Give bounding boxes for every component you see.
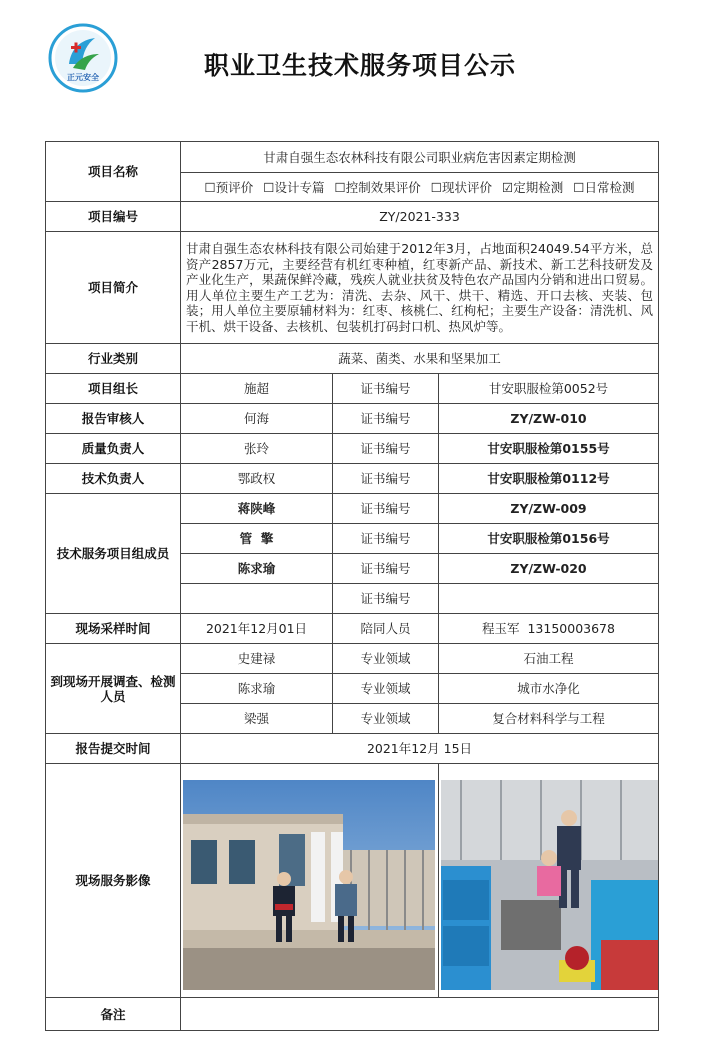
- staff-cert: 甘安职服检第0155号: [439, 434, 659, 464]
- staff-role-label: 报告审核人: [46, 404, 181, 434]
- team-member-cert: ZY/ZW-020: [439, 554, 659, 584]
- survey-member-field: 城市水净化: [439, 674, 659, 704]
- project-type-options: [181, 173, 659, 202]
- option-status-eval: ☐现状评价: [430, 179, 492, 195]
- companion-value: 程玉军 13150003678: [439, 614, 659, 644]
- team-label: 技术服务项目组成员: [46, 494, 181, 614]
- option-periodic-test: ☑定期检测: [501, 179, 564, 195]
- logo-text: 正元安全: [67, 73, 99, 82]
- team-member-cert: 甘安职服检第0156号: [439, 524, 659, 554]
- survey-member-field: 复合材料科学与工程: [439, 704, 659, 734]
- cert-label: 证书编号: [333, 554, 439, 584]
- cert-label: 证书编号: [333, 374, 439, 404]
- industry-label: 行业类别: [46, 344, 181, 374]
- unchecked-box-icon: ☐: [430, 179, 442, 195]
- checked-box-icon: ☑: [501, 179, 514, 195]
- team-member-name: 陈求瑜: [181, 554, 333, 584]
- cert-label: 证书编号: [333, 494, 439, 524]
- staff-name: 张玲: [181, 434, 333, 464]
- team-member-name: 蒋陕峰: [181, 494, 333, 524]
- cert-label: 证书编号: [333, 434, 439, 464]
- report-submit-label: 报告提交时间: [46, 734, 181, 764]
- cert-label: 证书编号: [333, 524, 439, 554]
- survey-member-name: 史建禄: [181, 644, 333, 674]
- project-name-value: 甘肃自强生态农林科技有限公司职业病危害因素定期检测: [181, 142, 659, 173]
- unchecked-box-icon: ☐: [334, 179, 346, 195]
- project-table: [45, 141, 659, 1031]
- project-intro-label: 项目简介: [46, 232, 181, 344]
- report-submit-value: 2021年12月 15日: [181, 734, 659, 764]
- cert-label: 证书编号: [333, 404, 439, 434]
- staff-role-label: 技术负责人: [46, 464, 181, 494]
- option-daily-test: ☐日常检测: [573, 179, 635, 195]
- team-member-cert: [439, 584, 659, 614]
- staff-name: 鄂政权: [181, 464, 333, 494]
- site-photo-building: [183, 780, 435, 990]
- survey-label: 到现场开展调查、检测人员: [46, 644, 181, 734]
- page-title: 职业卫生技术服务项目公示: [203, 51, 516, 80]
- photo-cell-left: [181, 764, 439, 998]
- option-control-effect: ☐控制效果评价: [334, 179, 421, 195]
- industry-value: 蔬菜、菌类、水果和坚果加工: [181, 344, 659, 374]
- remarks-label: 备注: [46, 998, 181, 1031]
- project-intro-value: 甘肃自强生态农林科技有限公司始建于2012年3月，占地面积24049.54平方米，总资产2857万元，主要经营有机红枣种植，红枣新产品、新技术、新工艺科技研发及产业化生产，果蔬保鲜冷藏，残疾人就业扶贫及特色农产品国内分销和进出口贸易。用人单位主要生产工艺为：清洗、去杂、风干、烘干、精选、开口去核、夹装、包装；用人单位主要原辅材料为：红枣、核桃仁、红枸杞；主要生产设备：清洗机、风干机、烘干设备、去核机、包装机打码封口机、热风炉等。: [181, 232, 659, 344]
- field-label: 专业领域: [333, 644, 439, 674]
- sampling-date: 2021年12月01日: [181, 614, 333, 644]
- remarks-value: [181, 998, 659, 1031]
- survey-member-name: 陈求瑜: [181, 674, 333, 704]
- staff-name: 施超: [181, 374, 333, 404]
- option-design: ☐设计专篇: [263, 179, 325, 195]
- team-member-name: 管 擎: [181, 524, 333, 554]
- staff-cert: ZY/ZW-010: [439, 404, 659, 434]
- photo-cell-right: [439, 764, 659, 998]
- cert-label: 证书编号: [333, 584, 439, 614]
- project-number-value: ZY/2021-333: [181, 202, 659, 232]
- sampling-label: 现场采样时间: [46, 614, 181, 644]
- staff-role-label: 质量负责人: [46, 434, 181, 464]
- project-name-label: 项目名称: [46, 142, 181, 202]
- project-number-label: 项目编号: [46, 202, 181, 232]
- survey-member-field: 石油工程: [439, 644, 659, 674]
- option-pre-eval: ☐预评价: [204, 179, 254, 195]
- photos-label: 现场服务影像: [46, 764, 181, 998]
- unchecked-box-icon: ☐: [263, 179, 275, 195]
- team-member-cert: ZY/ZW-009: [439, 494, 659, 524]
- unchecked-box-icon: ☐: [204, 179, 216, 195]
- staff-name: 何海: [181, 404, 333, 434]
- staff-cert: 甘安职服检第0112号: [439, 464, 659, 494]
- companion-label: 陪同人员: [333, 614, 439, 644]
- cert-label: 证书编号: [333, 464, 439, 494]
- staff-role-label: 项目组长: [46, 374, 181, 404]
- site-photo-workshop: [441, 780, 658, 990]
- survey-member-name: 梁强: [181, 704, 333, 734]
- unchecked-box-icon: ☐: [573, 179, 585, 195]
- field-label: 专业领域: [333, 704, 439, 734]
- team-member-name: [181, 584, 333, 614]
- field-label: 专业领域: [333, 674, 439, 704]
- staff-cert: 甘安职服检第0052号: [439, 374, 659, 404]
